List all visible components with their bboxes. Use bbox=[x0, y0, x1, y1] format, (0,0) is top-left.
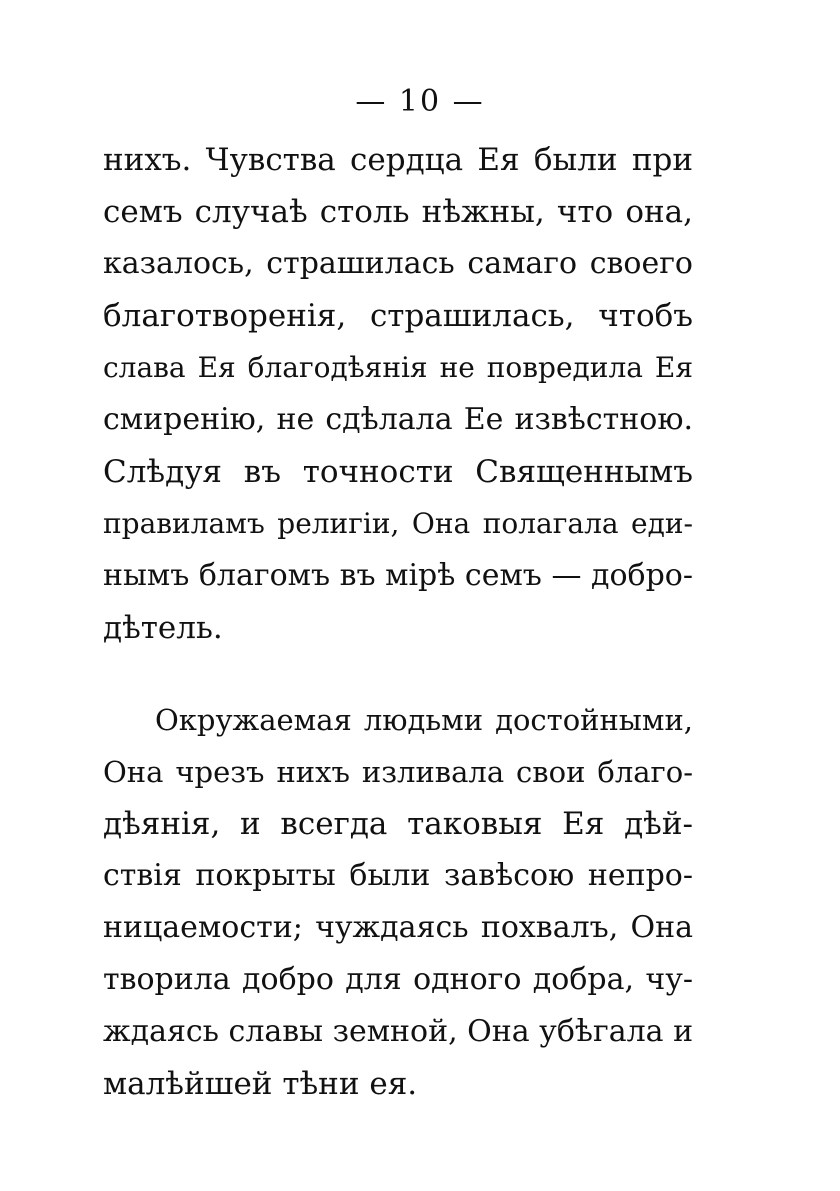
text-line: ствія покрыты были завѣсою непро- bbox=[103, 858, 693, 893]
text-line: дѣянія, и всегда таковыя Ея дѣй- bbox=[103, 806, 693, 842]
text-line: творила добро для одного добра, чу- bbox=[103, 962, 693, 997]
text-line: дѣтель. bbox=[103, 610, 223, 646]
page-number: — 10 — bbox=[355, 84, 485, 119]
text-line: правиламъ религіи, Она полагала еди- bbox=[103, 507, 693, 540]
text-line: слава Ея благодѣянія не повредила Ея bbox=[103, 351, 693, 384]
text-line: ждаясь славы земной, Она убѣгала и bbox=[103, 1014, 693, 1049]
text-line: малѣйшей тѣни ея. bbox=[103, 1066, 418, 1102]
text-line: благотворенія, страшилась, чтобъ bbox=[103, 298, 693, 334]
text-line: казалось, страшилась самаго своего bbox=[103, 246, 693, 281]
text-line: Окружаемая людьми достойными, bbox=[155, 703, 693, 737]
text-line: смиренію, не сдѣлала Ее извѣстною. bbox=[103, 402, 693, 437]
text-line: нымъ благомъ въ мірѣ семъ — добро- bbox=[103, 558, 693, 593]
text-line: семъ случаѣ столь нѣжны, что она, bbox=[103, 194, 693, 230]
text-line: Слѣдуя въ точности Священнымъ bbox=[103, 454, 693, 490]
text-line: Она чрезъ нихъ изливала свои благо- bbox=[103, 755, 693, 789]
text-line: нихъ. Чувства сердца Ея были при bbox=[103, 142, 693, 178]
text-line: ницаемости; чуждаясь похвалъ, Она bbox=[103, 910, 693, 945]
